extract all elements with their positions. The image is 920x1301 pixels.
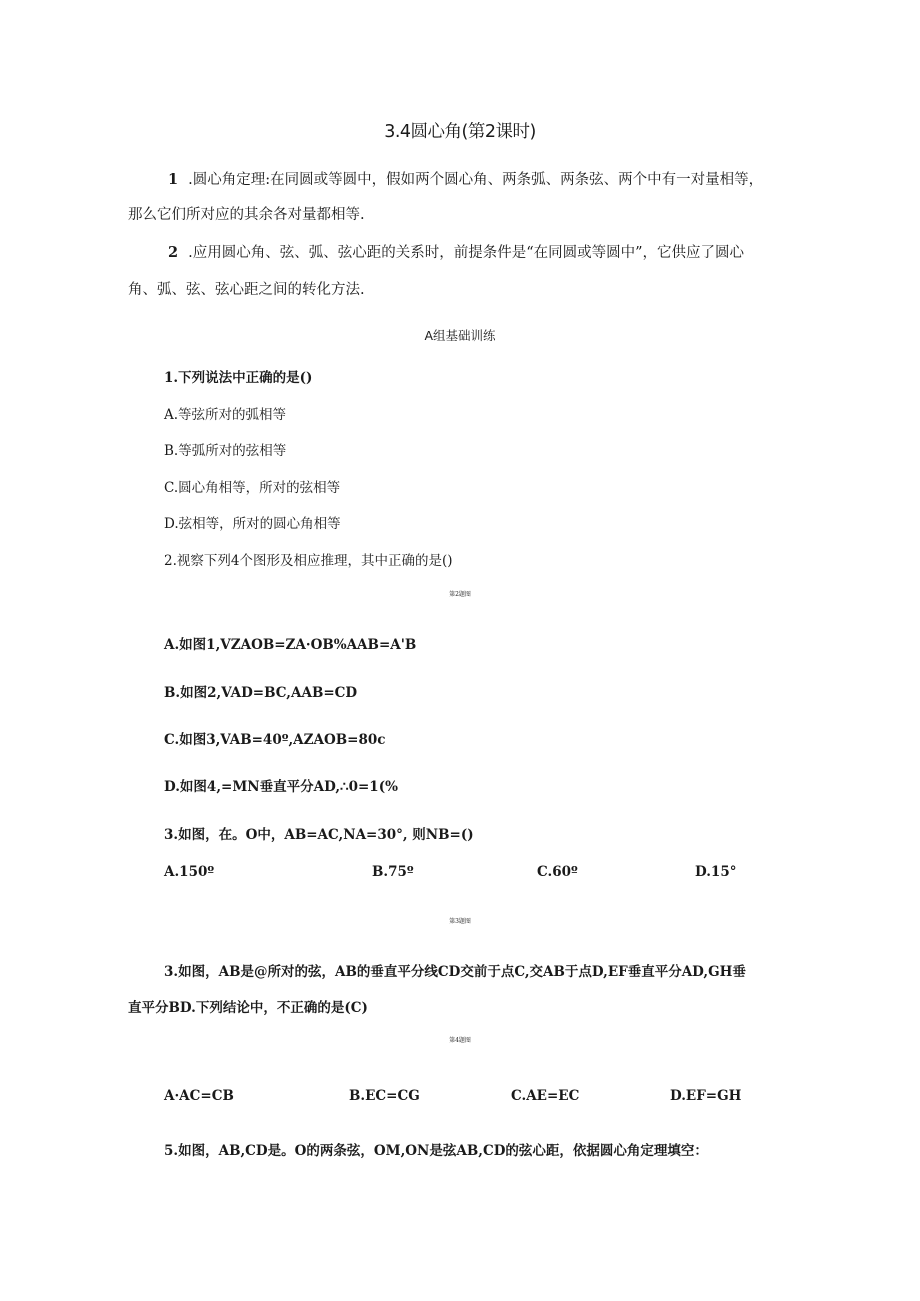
question-4-option-c: C.AE=EC bbox=[511, 1088, 580, 1104]
question-2-option-b: B.如图2,VAD=BC,AAB=CD bbox=[164, 685, 358, 701]
question-1-option-a: A.等弦所对的弧相等 bbox=[164, 407, 287, 423]
question-3-stem: 3.如图，在。O中，AB=AC,NA=30°, 则NB=() bbox=[164, 827, 474, 843]
question-2-option-d: D.如图4,=MN垂直平分AD,∴0=1(% bbox=[164, 779, 398, 795]
question-2-option-c: C.如图3,VAB=40º,AZAOB=80c bbox=[164, 732, 386, 748]
intro-point-2-continued: 角、弧、弦、弦心距之间的转化方法. bbox=[128, 282, 365, 298]
intro-point-number: 2 bbox=[168, 244, 179, 261]
question-1-option-d: D.弦相等，所对的圆心角相等 bbox=[164, 516, 341, 532]
intro-point-2 bbox=[168, 243, 744, 263]
question-3-option-d: D.15° bbox=[695, 864, 737, 880]
question-1-stem: 1.下列说法中正确的是() bbox=[164, 370, 313, 386]
section-heading: A组基础训练 bbox=[424, 328, 496, 343]
intro-point-text: .应用圆心角、弦、弧、弦心距的关系时，前提条件是“在同圆或等圆中”，它供应了圆心 bbox=[188, 245, 745, 261]
question-1-option-b: B.等弧所对的弦相等 bbox=[164, 443, 287, 459]
question-4-option-d: D.EF=GH bbox=[670, 1088, 742, 1104]
question-4-option-b: B.EC=CG bbox=[349, 1088, 420, 1104]
intro-point-number: 1 bbox=[168, 171, 179, 188]
intro-point-1-continued: 那么它们所对应的其余各对量都相等. bbox=[128, 207, 365, 223]
question-4-stem-line-2: 直平分BD.下列结论中，不正确的是(C) bbox=[128, 1000, 368, 1016]
question-4-figure-caption: 第4题图 bbox=[449, 1037, 471, 1044]
intro-point-text: .圆心角定理:在同圆或等圆中，假如两个圆心角、两条弧、两条弦、两个中有一对量相等， bbox=[188, 172, 764, 188]
question-3-option-b: B.75º bbox=[372, 864, 414, 880]
question-4-option-a: A·AC=CB bbox=[164, 1088, 234, 1104]
intro-point-1 bbox=[168, 170, 763, 190]
question-4-stem-line-1: 3.如图，AB是@所对的弦，AB的垂直平分线CD交前于点C,交AB于点D,EF垂直平分AD,GH垂 bbox=[164, 964, 746, 980]
question-1-option-c: C.圆心角相等，所对的弦相等 bbox=[164, 480, 341, 496]
question-2-option-a: A.如图1,VZAOB=ZA·OB%AAB=A'B bbox=[164, 637, 417, 653]
page-title: 3.4圆心角(第2课时) bbox=[384, 122, 536, 142]
question-3-option-c: C.60º bbox=[537, 864, 578, 880]
question-2-figure-caption: 第2题图 bbox=[449, 591, 471, 598]
question-3-figure-caption: 第3题图 bbox=[449, 918, 471, 925]
question-5-stem: 5.如图，AB,CD是。O的两条弦，OM,ON是弦AB,CD的弦心距，依据圆心角定理填空： bbox=[164, 1143, 708, 1159]
question-2-stem: 2.视察下列4个图形及相应推理，其中正确的是() bbox=[164, 553, 453, 569]
question-3-option-a: A.150º bbox=[164, 864, 215, 880]
